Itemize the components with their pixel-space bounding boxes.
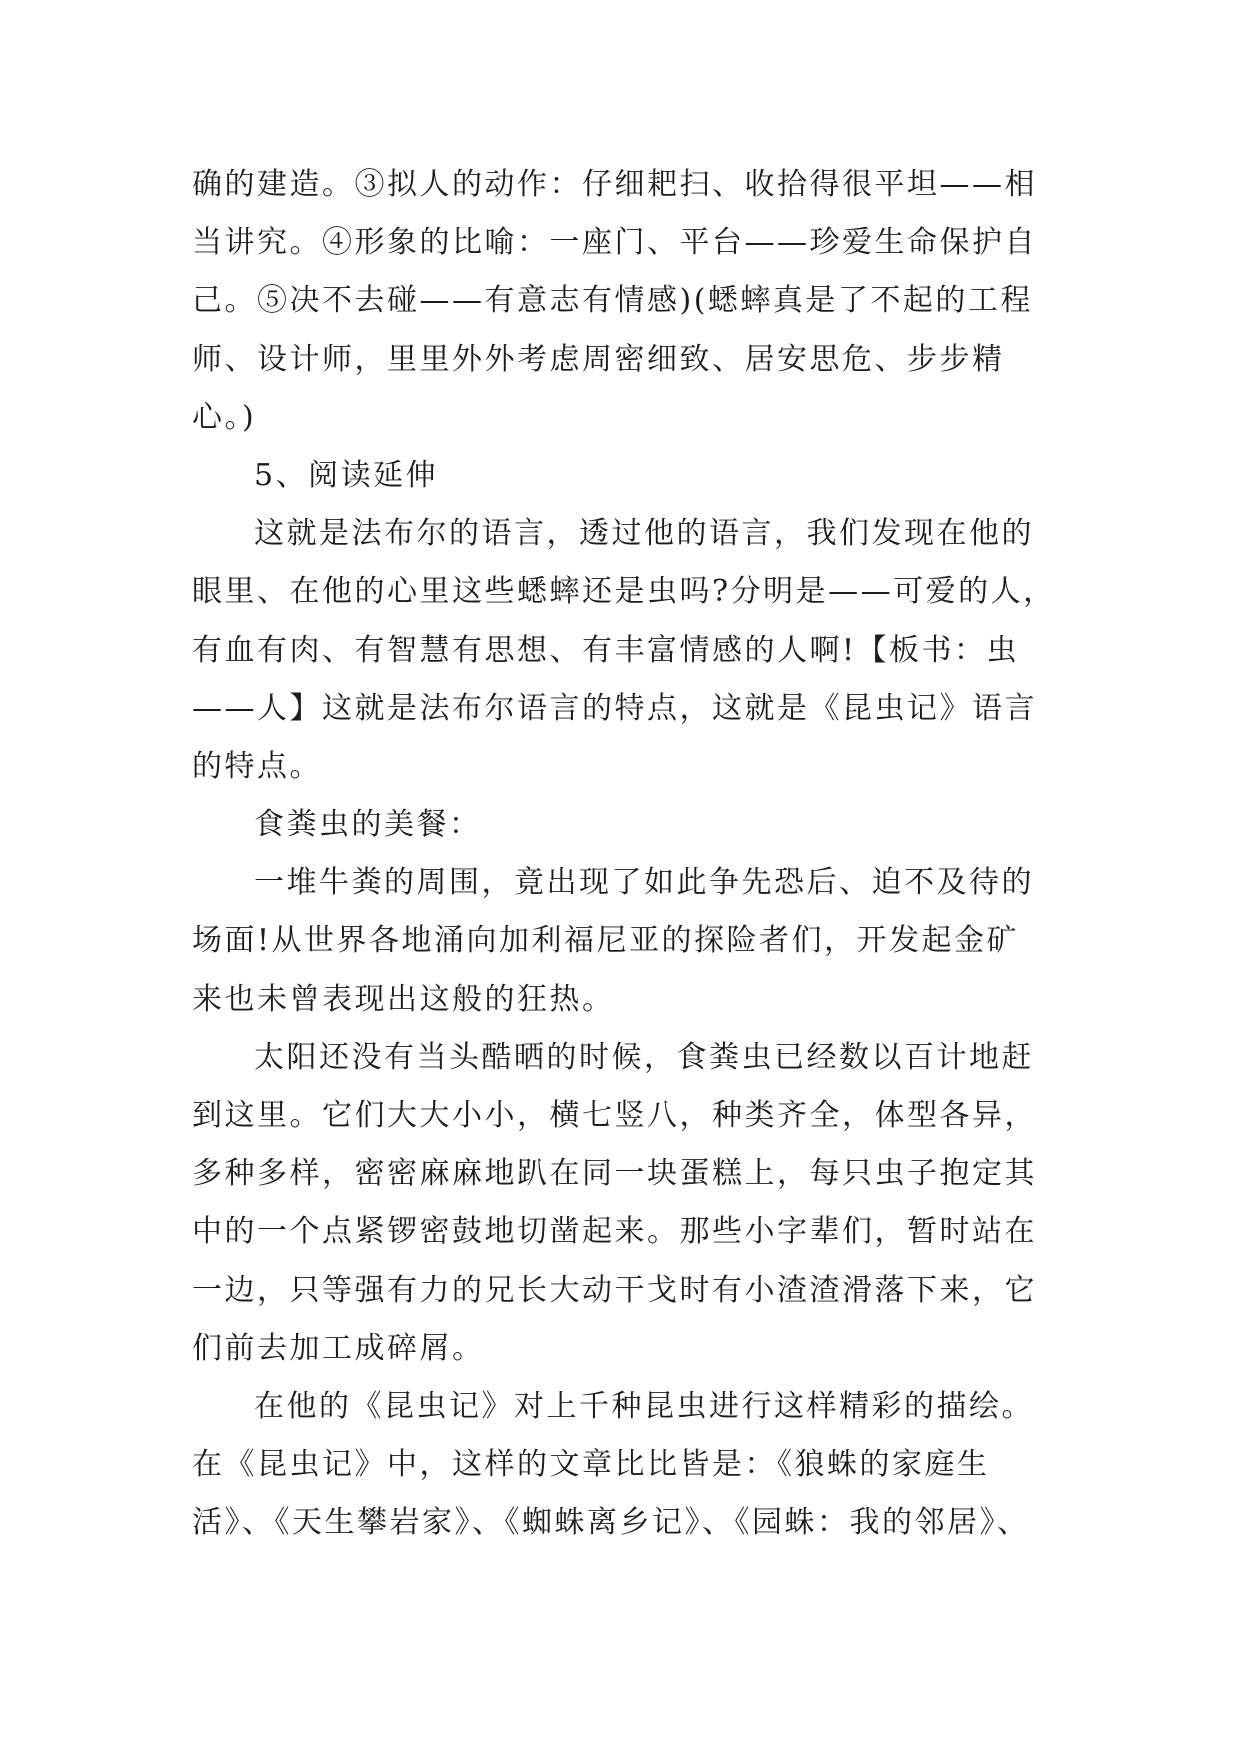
text-line: 当讲究。④形象的比喻：一座门、平台——珍爱生命保护自	[192, 225, 1037, 261]
text-line: 心。)	[192, 399, 257, 435]
paragraph	[192, 505, 1056, 796]
paragraph-continuation	[192, 156, 1052, 447]
text-line: 有血有肉、有智慧有思想、有丰富情感的人啊!【板书：虫	[192, 632, 1020, 668]
text-line: 一边，只等强有力的兄长大动干戈时有小渣渣滑落下来，它	[192, 1272, 1037, 1308]
text-line: 在他的《昆虫记》对上千种昆虫进行这样精彩的描绘。	[254, 1388, 1034, 1424]
subheading	[192, 796, 1052, 854]
text-line: 多种多样，密密麻麻地趴在同一块蛋糕上，每只虫子抱定其	[192, 1156, 1037, 1192]
section-heading	[192, 447, 1052, 505]
text-line: 的特点。	[192, 748, 322, 784]
text-line: 场面!从世界各地涌向加利福尼亚的探险者们，开发起金矿	[192, 923, 1020, 959]
text-line: 己。⑤决不去碰——有意志有情感)(蟋蟀真是了不起的工程	[192, 283, 1033, 319]
text-line: 一堆牛粪的周围，竟出现了如此争先恐后、迫不及待的	[254, 865, 1034, 901]
text-line: 这就是法布尔的语言，透过他的语言，我们发现在他的	[254, 516, 1034, 552]
subheading-line: 食粪虫的美餐：	[254, 807, 482, 843]
text-line: 中的一个点紧锣密鼓地切凿起来。那些小字辈们，暂时站在	[192, 1214, 1037, 1250]
text-line: 眼里、在他的心里这些蟋蟀还是虫吗?分明是——可爱的人，	[192, 574, 1056, 610]
text-line: 来也未曾表现出这般的狂热。	[192, 981, 615, 1017]
text-line: ——人】这就是法布尔语言的特点，这就是《昆虫记》语言	[192, 690, 1037, 726]
heading-line: 5、阅读延伸	[254, 457, 439, 493]
paragraph	[192, 1378, 1052, 1553]
text-line: 在《昆虫记》中，这样的文章比比皆是：《狼蛛的家庭生	[192, 1447, 990, 1483]
text-line: 确的建造。③拟人的动作：仔细耙扫、收拾得很平坦——相	[192, 167, 1037, 202]
text-line: 到这里。它们大大小小，横七竖八，种类齐全，体型各异，	[192, 1098, 1037, 1133]
paragraph	[192, 1029, 1052, 1378]
text-line: 师、设计师，里里外外考虑周密细致、居安思危、步步精	[192, 341, 1005, 377]
document-body	[192, 156, 1056, 1553]
text-line: 活》、《天生攀岩家》、《蜘蛛离乡记》、《园蛛：我的邻居》、	[192, 1505, 1030, 1541]
text-line: 太阳还没有当头酷晒的时候，食粪虫已经数以百计地赶	[254, 1039, 1034, 1075]
paragraph	[192, 854, 1052, 1029]
text-line: 们前去加工成碎屑。	[192, 1330, 485, 1366]
